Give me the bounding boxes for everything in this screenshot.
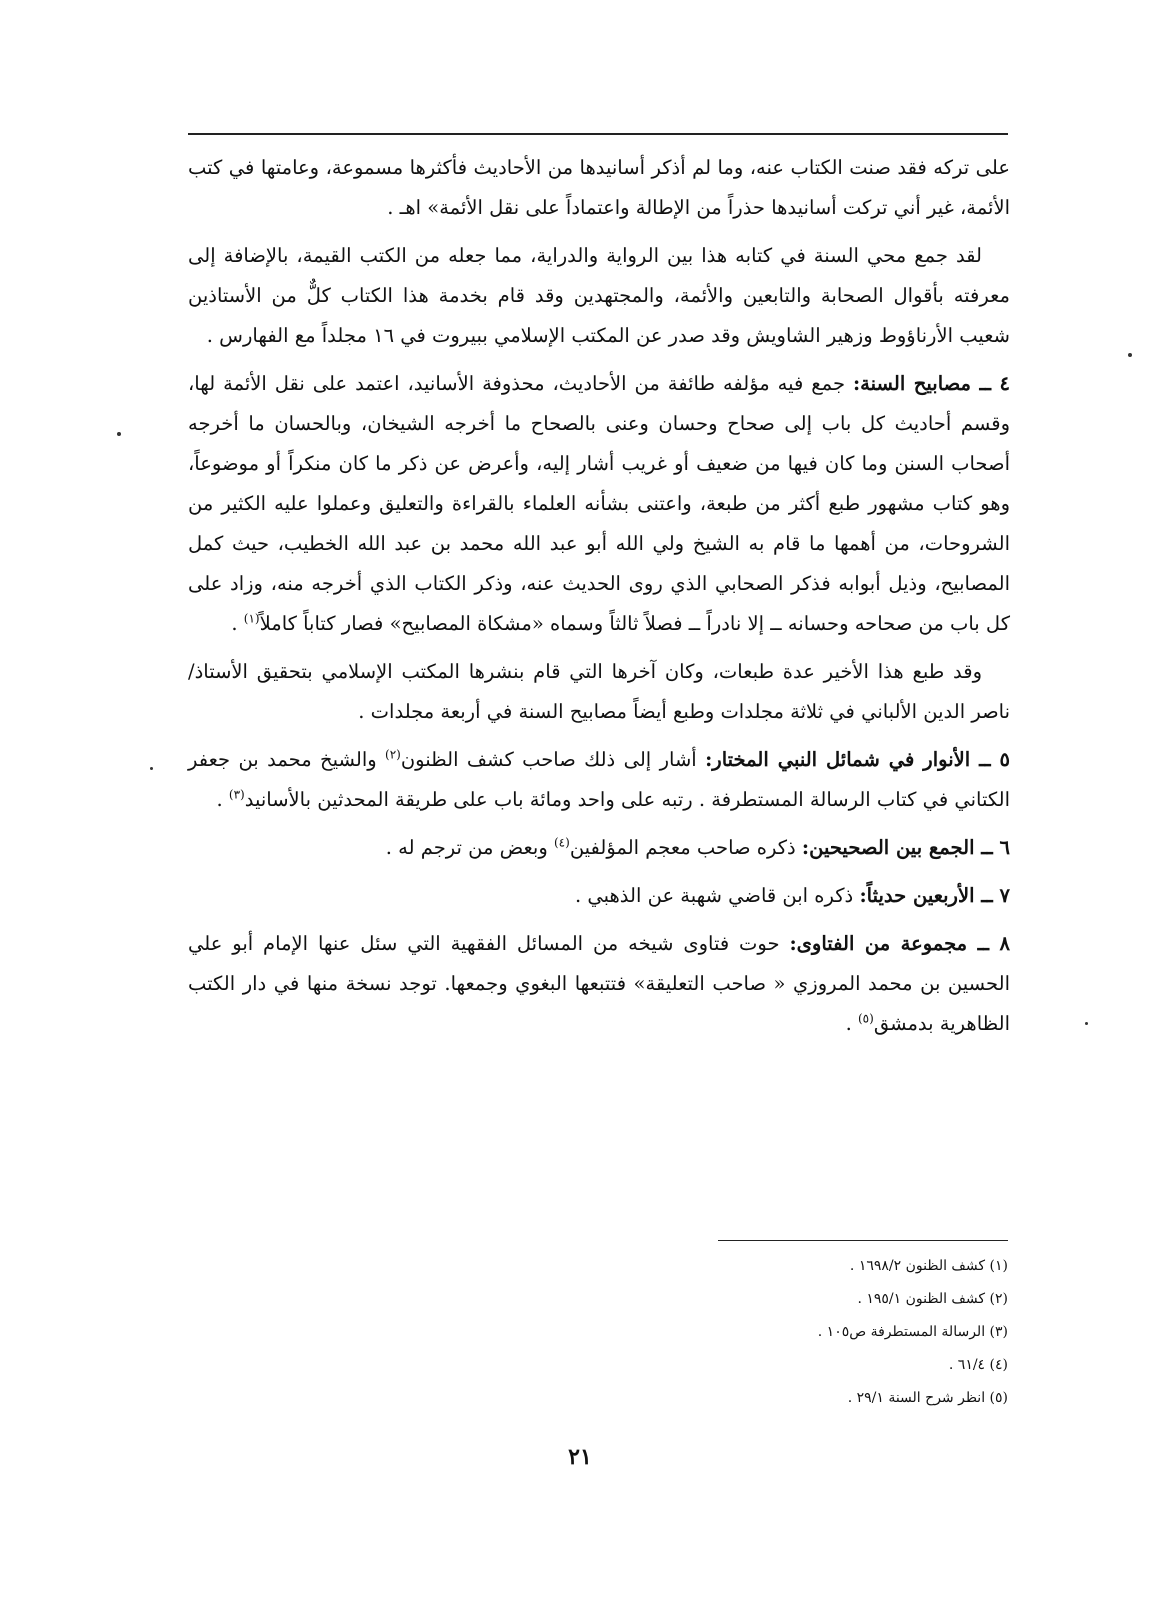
footnote-separator [718, 1240, 1008, 1241]
page-number: ٢١ [568, 1444, 592, 1470]
paragraph-tail: . [231, 612, 244, 635]
paragraph-text: أشار إلى ذلك صاحب كشف الظنون [400, 748, 697, 771]
paragraph-text: ذكره ابن قاضي شهبة عن الذهبي . [574, 884, 854, 907]
item-heading: ٨ ــ مجموعة من الفتاوى: [789, 932, 1010, 955]
footnotes [600, 1250, 1008, 1415]
paragraph-text: ذكره صاحب معجم المؤلفين [569, 836, 796, 859]
scan-speck [117, 432, 121, 436]
footnote-reference: (٣) [228, 787, 245, 802]
paragraph-text: وقد طبع هذا الأخير عدة طبعات، وكان آخرها التي قام بنشرها المكتب الإسلامي بتحقيق الأستاذ/ ناصر الدين الألباني في ثلاثة مجلدات وطبع أيضاً مصابيح السنة في أربعة مجلدات . [188, 660, 1010, 723]
paragraph-text: والشيخ محمد بن جعفر الكتاني في كتاب الرسالة المستطرفة . رتبه على واحد ومائة باب على طريقة المحدثين بالأسانيد [188, 748, 1010, 811]
paragraph-text: على تركه فقد صنت الكتاب عنه، وما لم أذكر أسانيدها من الأحاديث فأكثرها مسموعة، وعامتها في كتب الأئمة، غير أني تركت أسانيدها حذراً من الإطالة واعتماداً على نقل الأئمة» اهـ . [188, 156, 1010, 219]
top-rule [188, 133, 1008, 135]
footnote: (٤) ٦١/٤ . [948, 1357, 1008, 1373]
paragraph-text: حوت فتاوى شيخه من المسائل الفقهية التي سئل عنها الإمام أبو علي الحسين بن محمد المروزي « صاحب التعليقة» فتتبعها البغوي وجمعها. توجد نسخة منها في دار الكتب الظاهرية بدمشق [188, 932, 1010, 1035]
item-heading: ٧ ــ الأربعين حديثاً: [859, 884, 1010, 907]
paragraph-summary [188, 236, 1010, 356]
footnote-reference: (٢) [385, 747, 401, 762]
footnote-reference: (١) [243, 611, 260, 626]
footnote: (٢) كشف الظنون ١٩٥/١ . [857, 1291, 1008, 1307]
paragraph-item-4 [188, 364, 1010, 644]
paragraph-text: جمع فيه مؤلفه طائفة من الأحاديث، محذوفة الأسانيد، اعتمد على نقل الأئمة لها، وقسم أحاديث كل باب إلى صحاح وحسان وعنى بالصحاح ما أخرجه الشيخان، وبالحسان ما أخرجه أصحاب السنن وما كان فيها من ضعيف أو غريب أشار إليه، وأعرض عن ذكر ما كان منكراً أو موضوعاً، وهو كتاب مشهور طبع أكثر من طبعة، واعتنى بشأنه العلماء بالقراءة والتعليق وعملوا عليه الكثير من الشروحات، من أهمها ما قام به الشيخ ولي الله أبو عبد الله محمد بن عبد الله الخطيب، حيث كمل المصابيح، وذيل أبوابه فذكر الصحابي الذي روى الحديث عنه، وذكر الكتاب الذي أخرجه منه، وزاد على كل باب من صحاحه وحسانه ــ إلا نادراً ــ فصلاً ثالثاً وسماه «مشكاة المصابيح» فصار كتاباً كاملاً [188, 372, 1010, 635]
body-text [188, 148, 1010, 1052]
paragraph-item-6 [188, 828, 1010, 868]
paragraph-tail: . [216, 788, 229, 811]
footnote-reference: (٤) [553, 835, 570, 850]
footnote: (٣) الرسالة المستطرفة ص١٠٥ . [817, 1324, 1008, 1340]
scan-speck [1085, 1022, 1088, 1025]
paragraph-continuation [188, 148, 1010, 228]
paragraph-item-7 [188, 876, 1010, 916]
footnote-reference: (٥) [857, 1011, 874, 1026]
item-heading: ٦ ــ الجمع بين الصحيحين: [801, 836, 1010, 859]
scan-speck [150, 767, 153, 770]
item-heading: ٥ ــ الأنوار في شمائل النبي المختار: [705, 748, 1010, 771]
footnote: (٥) انظر شرح السنة ٢٩/١ . [847, 1390, 1008, 1406]
scan-speck [1128, 353, 1132, 357]
paragraph-editions [188, 652, 1010, 732]
paragraph-item-8 [188, 924, 1010, 1044]
item-heading: ٤ ــ مصابيح السنة: [852, 372, 1010, 395]
paragraph-item-5 [188, 740, 1010, 820]
paragraph-text: لقد جمع محي السنة في كتابه هذا بين الرواية والدراية، مما جعله من الكتب القيمة، بالإضافة إلى معرفته بأقوال الصحابة والتابعين والأئمة، والمجتهدين وقد قام بخدمة هذا الكتاب كلٌّ من الأستاذين شعيب الأرناؤوط وزهير الشاويش وقد صدر عن المكتب الإسلامي ببيروت في ١٦ مجلداً مع الفهارس . [188, 244, 1010, 347]
paragraph-tail: . [845, 1012, 858, 1035]
paragraph-text: وبعض من ترجم له . [385, 836, 554, 859]
footnote: (١) كشف الظنون ١٦٩٨/٢ . [849, 1258, 1008, 1274]
